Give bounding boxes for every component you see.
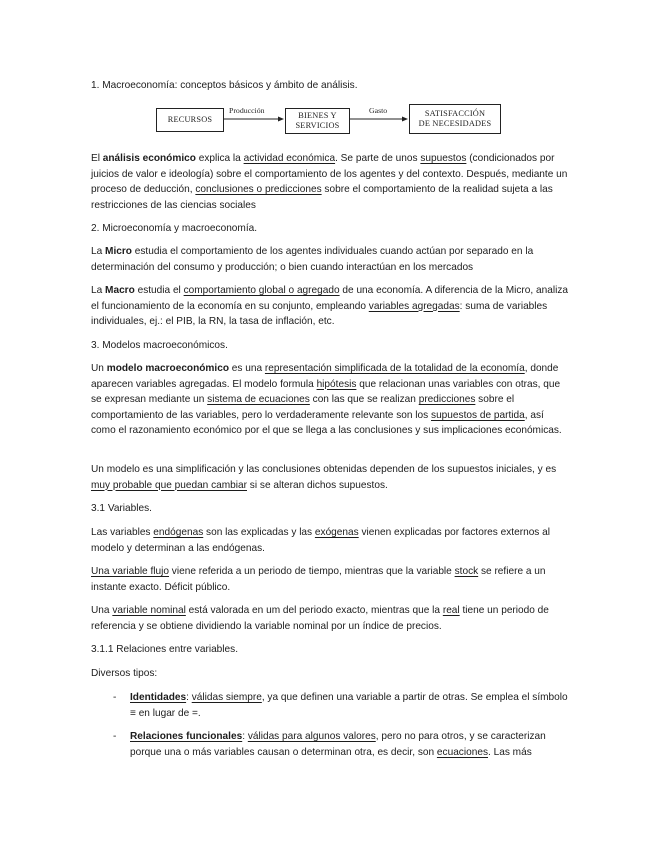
- diagram-box-bienes-line1: BIENES Y: [298, 111, 337, 120]
- section-3-1-1-heading: 3.1.1 Relaciones entre variables.: [91, 644, 239, 655]
- paragraph-simplificacion: Un modelo es una simplificación y las conclusiones obtenidas dependen de los supuestos iniciales, y es muy probable que puedan cambiar si se alteran dichos supuestos.: [91, 464, 557, 491]
- term-supuestos: supuestos: [420, 153, 467, 164]
- diagram-box-satisfaccion-line1: SATISFACCIÓN: [424, 109, 486, 118]
- paragraph-modelo: Un modelo macroeconómico es una representación simplificada de la totalidad de la economía, donde aparecen variables agregadas. El modelo formula hipótesis que relacionan unas variables con otras, que se expresan mediante un sistema de ecuaciones con las que se realizan predicciones sobre el comportamiento de las variables, pero lo verdaderamente relevante son los supuestos de partida, así como el razonamiento económico por el que se llega a las conclusiones y sus implicaciones económicas.: [91, 363, 562, 437]
- term-endogenas: endógenas: [153, 527, 204, 538]
- term-stock: stock: [454, 566, 479, 577]
- paragraph-analisis: El análisis económico explica la actividad económica. Se parte de unos supuestos (condicionados por juicios de valor e ideología) sobre el comportamiento de los agentes y del contexto. Después, mediante un proceso de deducción, conclusiones o predicciones sobre el comportamiento de la realidad sujeta a las restricciones de las ciencias sociales: [91, 153, 568, 211]
- term-macro: Macro: [105, 285, 135, 296]
- paragraph-nominal-real: Una variable nominal está valorada en um del periodo exacto, mientras que la real tiene un periodo de referencia y se obtiene dividiendo la variable nominal por un índice de precios.: [91, 605, 549, 632]
- term-conclusiones: conclusiones o predicciones: [195, 184, 322, 196]
- term-ecuaciones: ecuaciones: [436, 746, 488, 758]
- term-micro: Micro: [105, 246, 132, 257]
- list-bullet: -: [113, 731, 117, 742]
- section-1-heading: 1. Macroeconomía: conceptos básicos y ámbito de análisis.: [91, 80, 358, 91]
- arrow-label-gasto: Gasto: [369, 106, 388, 115]
- term-variables-agregadas: variables agregadas: [368, 300, 460, 312]
- list-bullet: -: [113, 692, 117, 703]
- section-3-heading: 3. Modelos macroeconómicos.: [91, 340, 228, 351]
- term-relaciones-funcionales: Relaciones funcionales: [130, 731, 243, 742]
- term-real: real: [442, 605, 460, 616]
- term-sistema-ecuaciones: sistema de ecuaciones: [207, 394, 310, 406]
- term-exogenas: exógenas: [314, 527, 359, 538]
- paragraph-flujo-stock: Una variable flujo viene referida a un periodo de tiempo, mientras que la variable stock se refiere a un instante exacto. Déficit público.: [91, 566, 546, 593]
- term-predicciones: predicciones: [418, 394, 476, 406]
- paragraph-micro: La Micro estudia el comportamiento de los agentes individuales cuando actúan por separado en la determinación del consumo y producción; o bien cuando interactúan en los mercados: [91, 246, 534, 273]
- term-supuestos-partida: supuestos de partida: [431, 409, 525, 421]
- term-identidades: Identidades: [130, 692, 187, 703]
- paragraph-diversos-tipos: Diversos tipos:: [91, 668, 158, 679]
- term-validas-siempre: válidas siempre: [191, 692, 262, 703]
- flow-diagram: [150, 100, 510, 140]
- term-modelo-macroeconomico: modelo macroeconómico: [106, 363, 229, 374]
- section-3-1-heading: 3.1 Variables.: [91, 503, 152, 514]
- arrow-label-produccion: Producción: [229, 106, 265, 115]
- diagram-box-bienes: [285, 108, 350, 134]
- diagram-box-satisfaccion-line2: DE NECESIDADES: [418, 119, 492, 128]
- term-representacion: representación simplificada de la totalidad de la economía: [264, 363, 525, 374]
- diagram-box-bienes-line2: SERVICIOS: [295, 121, 340, 130]
- term-muy-probable: muy probable que puedan cambiar: [91, 479, 247, 491]
- list-item-text: Identidades: válidas siempre, ya que definen una variable a partir de otras. Se emplea el símbolo ≡ en lugar de =.: [130, 692, 568, 719]
- term-variable-flujo: Una variable flujo: [91, 566, 169, 577]
- term-actividad-economica: actividad económica: [243, 153, 336, 164]
- paragraph-endogenas: Las variables endógenas son las explicadas y las exógenas vienen explicadas por factores externos al modelo y determinan a las endógenas.: [91, 527, 551, 554]
- section-2-heading: 2. Microeconomía y macroeconomía.: [91, 223, 258, 234]
- list-item-text: Relaciones funcionales: válidas para algunos valores, pero no para otros, y se caracterizan porque una o más variables causan o determinan otra, es decir, son ecuaciones. Las más: [130, 731, 546, 758]
- diagram-box-satisfaccion: [409, 104, 501, 134]
- term-comportamiento-global: comportamiento global o agregado: [183, 285, 340, 296]
- term-hipotesis: hipótesis: [316, 378, 357, 390]
- diagram-box-recursos-label: RECURSOS: [167, 115, 213, 124]
- term-analisis-economico: análisis económico: [102, 153, 196, 164]
- term-variable-nominal: variable nominal: [112, 605, 186, 616]
- term-validas-algunos-valores: válidas para algunos valores: [247, 731, 376, 742]
- paragraph-macro: La Macro estudia el comportamiento global o agregado de una economía. A diferencia de la Micro, analiza el funcionamiento de la economía en su conjunto, empleando variables agregadas: suma de variables individuales, ej.: el PIB, la RN, la tasa de inflación, etc.: [91, 285, 568, 328]
